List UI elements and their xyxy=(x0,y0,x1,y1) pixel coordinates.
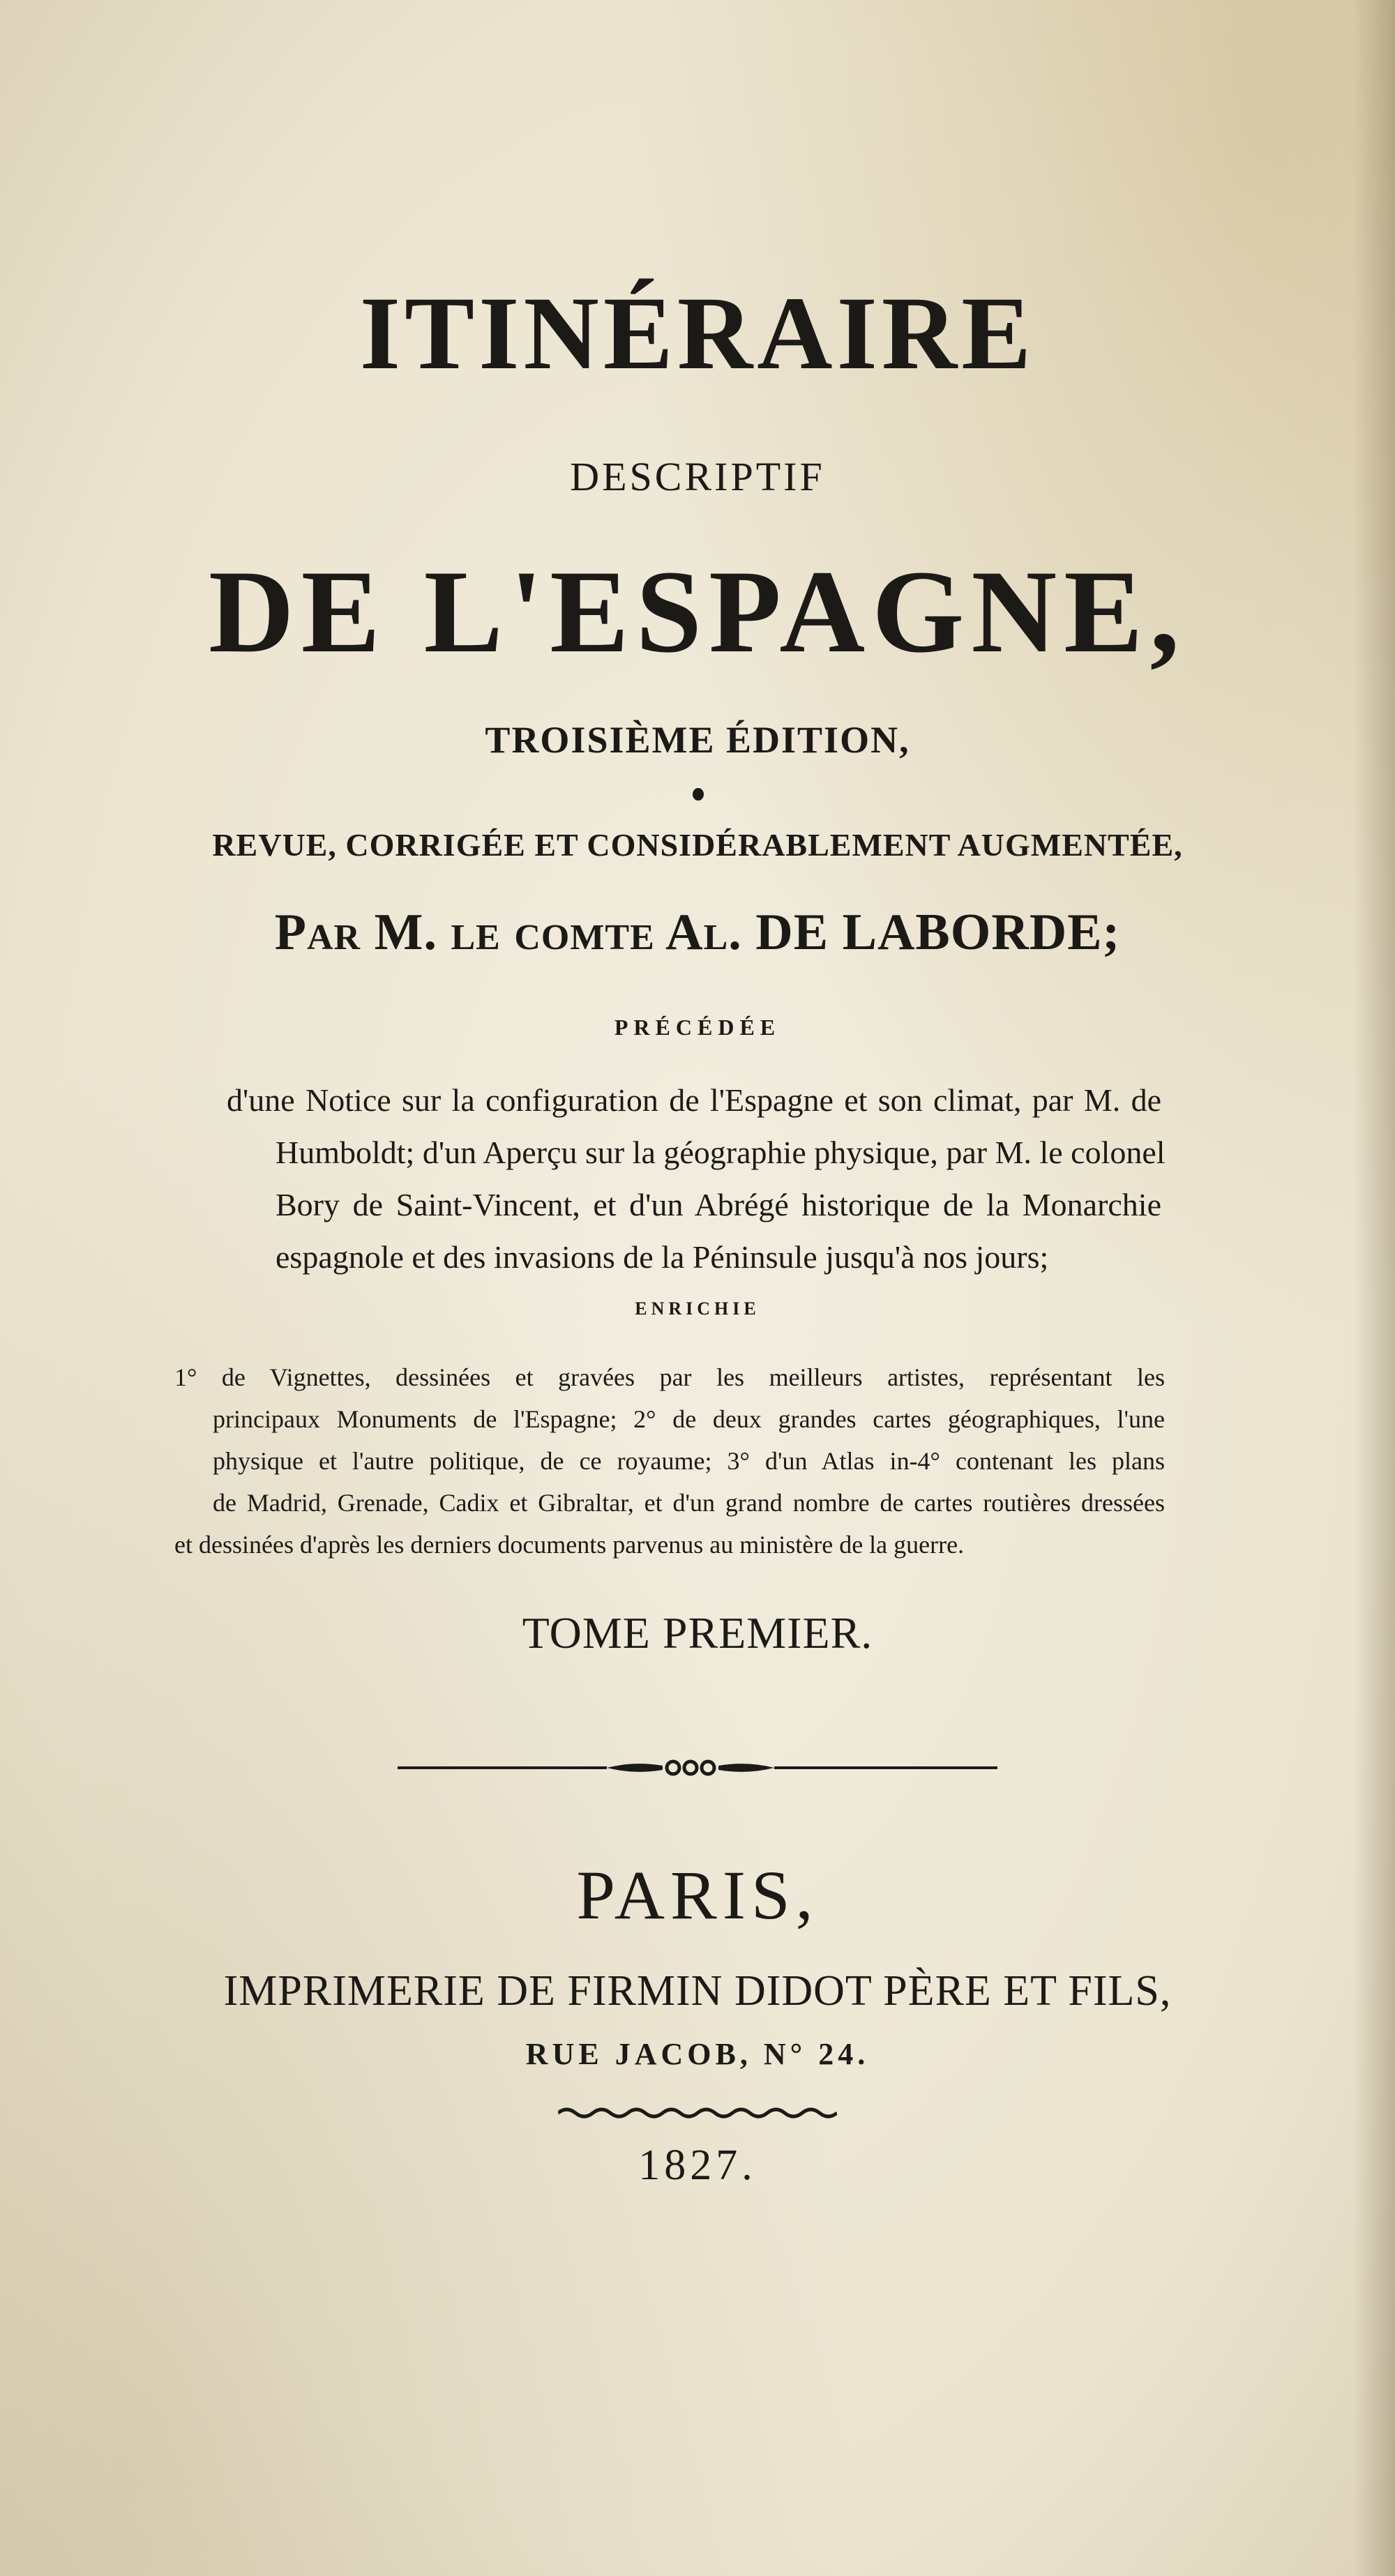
imprint-city: PARIS, xyxy=(576,1856,819,1934)
edition: TROISIÈME ÉDITION, xyxy=(485,719,910,761)
notice-line: espagnole et des invasions de la Péninsule jusqu'à nos jours; xyxy=(276,1239,1049,1275)
notice-line: d'une Notice sur la configuration de l'Espagne et son climat, par M. de xyxy=(227,1082,1161,1118)
ink-dot xyxy=(693,788,704,801)
wavy-rule-icon xyxy=(558,2105,837,2121)
notice-line: Humboldt; d'un Aperçu sur la géographie physique, par M. le colonel xyxy=(276,1135,1166,1170)
ornament-rule-icon xyxy=(398,1754,997,1782)
volume-label: TOME PREMIER. xyxy=(522,1608,873,1658)
contents-line: de Madrid, Grenade, Cadix et Gibraltar, et d'un grand nombre de cartes routières dressées xyxy=(213,1489,1165,1517)
contents-line: physique et l'autre politique, de ce royaume; 3° d'un Atlas in-4° contenant les plans xyxy=(213,1447,1165,1475)
notice-paragraph xyxy=(227,1074,1166,1283)
contents-paragraph xyxy=(174,1356,1165,1566)
enrichie-label: ENRICHIE xyxy=(635,1298,760,1319)
title-main: ITINÉRAIRE xyxy=(359,275,1036,391)
imprint-year: 1827. xyxy=(638,2142,757,2189)
revision-note: REVUE, CORRIGÉE ET CONSIDÉRABLEMENT AUGMENTÉE, xyxy=(212,827,1183,863)
notice-line: Bory de Saint-Vincent, et d'un Abrégé historique de la Monarchie xyxy=(276,1187,1161,1222)
contents-line: 1° de Vignettes, dessinées et gravées par les meilleurs artistes, représentant les xyxy=(174,1363,1165,1391)
imprint-printer: IMPRIMERIE DE FIRMIN DIDOT PÈRE ET FILS, xyxy=(223,1967,1172,2015)
contents-line: principaux Monuments de l'Espagne; 2° de deux grandes cartes géographiques, l'une xyxy=(213,1405,1165,1433)
contents-line: et dessinées d'après les derniers documents parvenus au ministère de la guerre. xyxy=(174,1531,965,1559)
title-sub: DESCRIPTIF xyxy=(570,454,825,499)
precedee-label: PRÉCÉDÉE xyxy=(614,1015,781,1040)
imprint-street: RUE JACOB, N° 24. xyxy=(525,2037,870,2071)
title-big: DE L'ESPAGNE, xyxy=(208,546,1187,677)
author-line: Par M. le comte Al. DE LABORDE; xyxy=(274,904,1121,961)
